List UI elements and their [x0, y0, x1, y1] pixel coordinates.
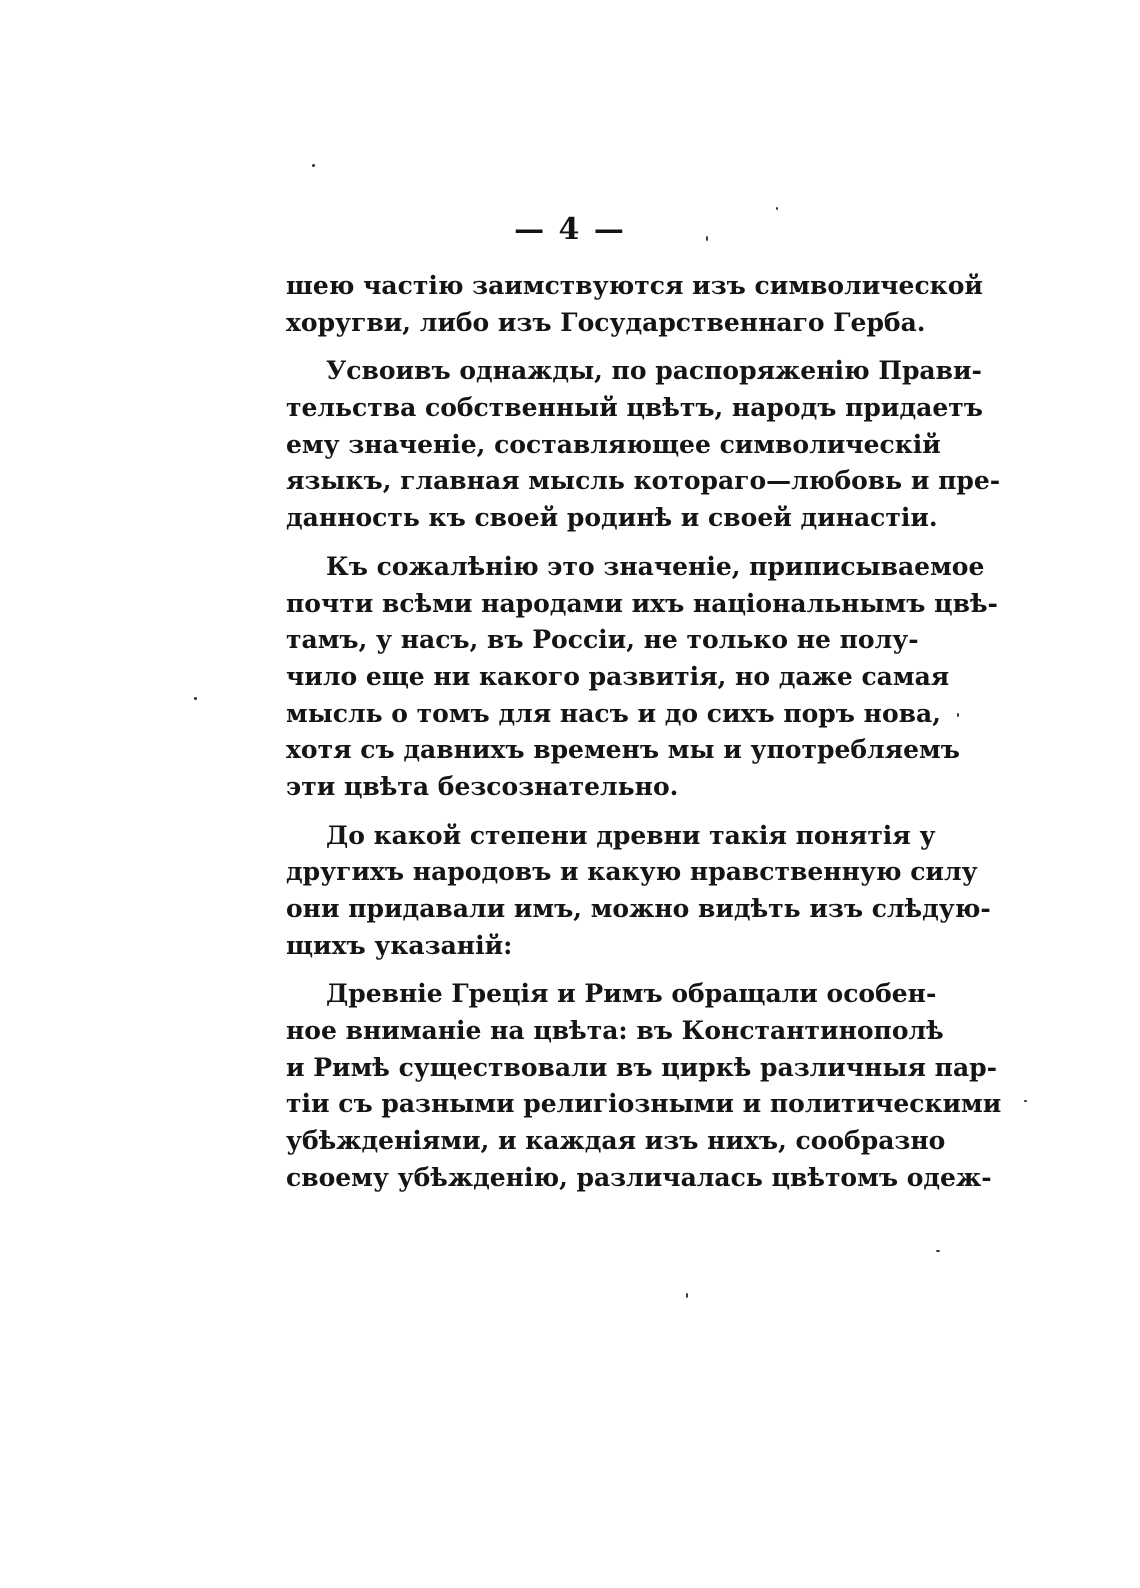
text-line: шею частію заимствуются изъ символической: [286, 271, 983, 300]
scan-speck: [312, 164, 315, 167]
scan-speck: [1024, 1100, 1027, 1102]
text-line: хотя съ давнихъ временъ мы и употребляемъ: [286, 735, 960, 765]
paragraph: [286, 818, 991, 965]
text-line: своему убѣжденію, различалась цвѣтомъ одеж-: [286, 1162, 992, 1192]
scan-speck: [686, 1293, 688, 1298]
body-text: [286, 268, 1002, 1197]
text-line: щихъ указаній:: [286, 930, 513, 960]
text-line: и Римѣ существовали въ циркѣ различныя пар-: [286, 1052, 998, 1082]
text-line: языкъ, главная мысль котораго—любовь и пре-: [286, 466, 1001, 496]
scan-speck: [957, 713, 959, 717]
text-line: тіи съ разными религіозными и политическими: [286, 1089, 1002, 1119]
text-line: они придавали имъ, можно видѣть изъ слѣдую-: [286, 894, 991, 923]
scan-speck: [776, 207, 778, 210]
text-line: ему значеніе, составляющее символическій: [286, 429, 941, 459]
text-line: Усвоивъ однажды, по распоряженію Прави-: [326, 356, 982, 386]
text-line: ное вниманіе на цвѣта: въ Константинополѣ: [286, 1016, 944, 1046]
text-line: чило еще ни какого развитія, но даже самая: [286, 661, 950, 691]
scan-speck: [936, 1250, 940, 1252]
scan-speck: [706, 236, 708, 241]
text-line: другихъ народовъ и какую нравственную силу: [286, 857, 978, 887]
text-line: До какой степени древни такія понятія у: [326, 820, 936, 850]
page-number: — 4 —: [514, 212, 626, 247]
text-line: убѣжденіями, и каждая изъ нихъ, сообразно: [286, 1126, 946, 1156]
paragraph: [286, 549, 998, 806]
text-line: мысль о томъ для насъ и до сихъ поръ нова,: [286, 698, 941, 728]
text-line: тельства собственный цвѣтъ, народъ придаетъ: [286, 393, 983, 423]
paragraph: [286, 353, 1001, 536]
text-line: Къ сожалѣнію это значеніе, приписываемое: [326, 551, 985, 581]
text-line: данность къ своей родинѣ и своей династіи.: [286, 503, 938, 533]
text-line: Древніе Греція и Римъ обращали особен-: [326, 979, 937, 1009]
paragraph: [286, 976, 1002, 1196]
paragraph: [286, 268, 983, 341]
text-line: почти всѣми народами ихъ національнымъ цвѣ-: [286, 588, 998, 618]
text-line: хоругви, либо изъ Государственнаго Герба.: [286, 307, 926, 337]
text-line: эти цвѣта безсознательно.: [286, 771, 679, 801]
text-line: тамъ, у насъ, въ Россіи, не только не полу-: [286, 625, 919, 655]
scan-speck: [194, 697, 197, 700]
